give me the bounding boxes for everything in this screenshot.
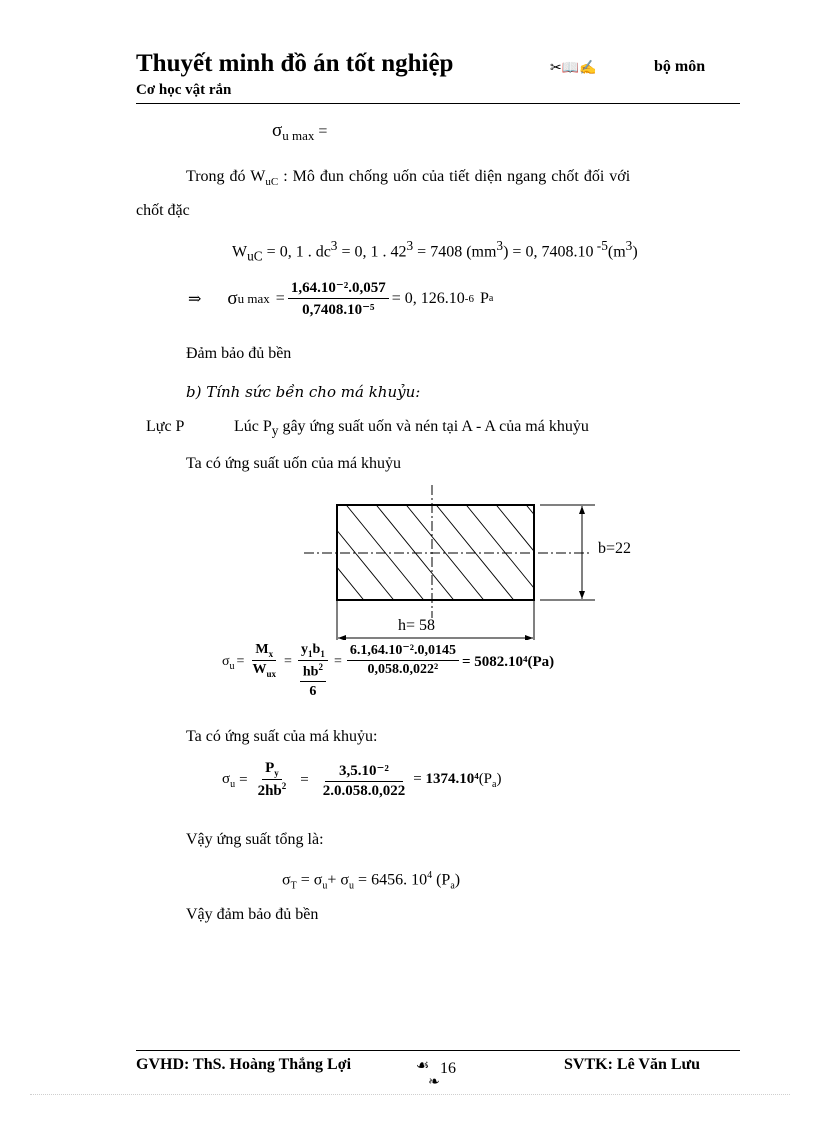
f3-frac-a-den bbox=[255, 780, 290, 800]
page-bottom-dotted-edge bbox=[30, 1094, 790, 1095]
f3-p-sub: y bbox=[274, 768, 279, 778]
para1-wuc-sub: uC bbox=[265, 176, 279, 189]
f3-result-d: ) bbox=[496, 770, 502, 787]
f3-frac-a bbox=[255, 760, 290, 800]
section-b-heading: b) Tính sức bền cho má khuỷu: bbox=[186, 383, 421, 401]
header-rule bbox=[136, 103, 740, 104]
f2-lhs-sub: u bbox=[229, 660, 235, 672]
f2-six: 6 bbox=[309, 684, 317, 700]
document-subtitle: Cơ học vật rắn bbox=[136, 82, 232, 98]
f2-result: = 5082.10⁴(Pa) bbox=[461, 654, 555, 670]
f2-hb: hb bbox=[302, 664, 319, 680]
f3-2hb: 2hb bbox=[257, 783, 282, 799]
f3-p: P bbox=[265, 760, 275, 776]
f2-lhs: σ bbox=[222, 654, 230, 669]
fraction-1-unit-sub: a bbox=[488, 293, 494, 304]
f2-calc-num: 6.1,64.10⁻².0,0145 bbox=[347, 642, 459, 661]
total-f: ) bbox=[454, 871, 461, 889]
f2-m-sub: x bbox=[268, 648, 274, 659]
sigma-sub: u max bbox=[282, 128, 315, 144]
f2-frac-y-den bbox=[297, 661, 329, 701]
footer-student: SVTK: Lê Văn Lưu bbox=[564, 1056, 701, 1073]
total-e-sub: a bbox=[450, 880, 455, 892]
sigma-sub-2: u max bbox=[237, 290, 270, 306]
sigma-symbol: σ bbox=[272, 120, 283, 141]
f2-eq-3: = bbox=[333, 654, 342, 669]
footer-ornament-left: ☙ bbox=[416, 1056, 430, 1074]
fraction-1-numerator: 1,64.10⁻².0,057 bbox=[288, 278, 389, 299]
f2-w: W bbox=[252, 661, 267, 677]
wuc-part-c: = 7408 (mm bbox=[413, 243, 497, 261]
f2-y-sub: 1 bbox=[308, 648, 313, 659]
footer-ornament-bottom: ❧ bbox=[428, 1074, 440, 1090]
force-description bbox=[234, 418, 589, 439]
stress-intro: Ta có ứng suất của má khuỷu: bbox=[186, 728, 378, 745]
wuc-sup-e: 3 bbox=[625, 238, 633, 253]
f2-w-sub: ux bbox=[266, 668, 276, 679]
total-b-sub: u bbox=[322, 880, 328, 892]
bending-stress-formula bbox=[222, 640, 554, 700]
total-d: = 6456. 10 bbox=[354, 871, 428, 889]
wuc-part-d: ) = 0, 7408.10 bbox=[503, 243, 594, 261]
f2-frac-m-num bbox=[252, 642, 276, 661]
wuc-sub: uC bbox=[247, 248, 263, 264]
wuc-part-f: ) bbox=[632, 243, 638, 261]
wuc-sup-a: 3 bbox=[330, 238, 338, 253]
ensure-strength-1: Đảm bảo đủ bền bbox=[186, 345, 292, 362]
f2-b-sub: 1 bbox=[320, 648, 325, 659]
equals: = bbox=[318, 123, 328, 140]
total-d-sup: 4 bbox=[427, 870, 433, 881]
f3-b-den: 2.0.058.0,022 bbox=[322, 782, 406, 799]
f3-result bbox=[413, 771, 501, 790]
sigma-symbol-2: σ bbox=[227, 287, 238, 309]
fraction-1-result: = 0, 126.10 bbox=[391, 289, 465, 307]
total-a: σ bbox=[282, 871, 291, 889]
wuc-part-e: (m bbox=[607, 243, 626, 261]
fraction-1-unit: P bbox=[479, 289, 489, 307]
total-intro: Vậy ứng suất tổng là: bbox=[186, 831, 324, 848]
force-desc-sub: y bbox=[271, 423, 279, 439]
bending-intro: Ta có ứng suất uốn của má khuỷu bbox=[186, 455, 402, 472]
dim-b-arrow-top bbox=[579, 506, 585, 514]
wuc-w: W bbox=[232, 243, 248, 261]
f3-eq-2: = bbox=[300, 771, 309, 788]
header-department: bộ môn bbox=[654, 58, 706, 75]
f3-2hb-sup: 2 bbox=[281, 781, 287, 791]
ensure-strength-2: Vậy đảm bảo đủ bền bbox=[186, 906, 319, 923]
total-c: + σ bbox=[327, 871, 350, 889]
implies-symbol: ⇒ bbox=[188, 290, 202, 308]
page-number: 16 bbox=[440, 1060, 456, 1077]
f2-b: b bbox=[312, 642, 321, 657]
f2-frac-y bbox=[297, 642, 329, 700]
f3-lhs: σ bbox=[222, 770, 231, 787]
compressive-stress-formula bbox=[222, 760, 501, 800]
f3-frac-b bbox=[320, 761, 409, 800]
f2-eq-2: = bbox=[283, 654, 292, 669]
f3-result-c: (P bbox=[478, 770, 493, 787]
dim-b-arrow-bottom bbox=[579, 591, 585, 599]
f2-lhs-wrap bbox=[222, 654, 235, 672]
f2-frac-calc bbox=[347, 642, 459, 678]
paragraph-1-line-2: chốt đặc bbox=[136, 202, 190, 219]
force-label: Lực P bbox=[146, 418, 185, 435]
f2-frac-y-num bbox=[298, 642, 328, 661]
wuc-sup-d: -5 bbox=[593, 238, 608, 253]
wuc-part-a: = 0, 1 . dc bbox=[262, 243, 331, 261]
paragraph-1-line-1 bbox=[186, 168, 630, 188]
dimension-h-label: h= 58 bbox=[398, 617, 436, 634]
f3-result-sub: a bbox=[492, 778, 497, 790]
f3-result-b: 1374.10⁴ bbox=[425, 770, 479, 787]
wuc-sup-c: 3 bbox=[496, 238, 504, 253]
equals-2: = bbox=[275, 289, 285, 307]
para1-text: Trong đó $W_{uC}$ : Mô đun chống uốn của tiết diện ngang chốt đối với bbox=[186, 168, 631, 189]
wuc-sup-b: 3 bbox=[406, 238, 414, 253]
document-title: Thuyết minh đồ án tốt nghiệp bbox=[136, 50, 454, 77]
force-desc-a: Lúc P bbox=[234, 418, 272, 435]
total-c-sub: u bbox=[349, 880, 355, 892]
dimension-b-label: b=22 bbox=[598, 540, 632, 557]
wuc-formula bbox=[232, 238, 638, 265]
total-e: (P bbox=[432, 871, 451, 889]
fraction-1-denominator: 0,7408.10⁻⁵ bbox=[302, 302, 375, 318]
f2-hb-sup: 2 bbox=[318, 661, 323, 672]
header-ornament: ✂📖✍ bbox=[550, 61, 597, 76]
f2-frac-y-den-top bbox=[300, 662, 326, 683]
f3-result-a: = bbox=[413, 770, 426, 787]
footer-advisor: GVHD: ThS. Hoàng Thắng Lợi bbox=[136, 1056, 352, 1073]
f3-eq-1: = bbox=[239, 771, 248, 788]
total-b: = σ bbox=[296, 871, 323, 889]
footer-rule bbox=[136, 1050, 740, 1051]
wuc-part-b: = 0, 1 . 42 bbox=[337, 243, 407, 261]
f2-frac-m bbox=[249, 642, 279, 679]
f2-eq-1: = bbox=[236, 654, 245, 669]
f3-lhs-wrap bbox=[222, 771, 235, 790]
f2-calc-den: 0,058.0,022² bbox=[367, 662, 439, 677]
f3-frac-a-num bbox=[262, 760, 282, 780]
fraction-1-exp: -6 bbox=[464, 292, 474, 305]
force-desc-b: gây ứng suất uốn và nén tại A - A của má khuỷu bbox=[278, 418, 589, 435]
f2-m: M bbox=[255, 642, 269, 657]
cross-section-diagram bbox=[290, 480, 670, 640]
f2-y: y bbox=[301, 642, 309, 657]
fraction-1 bbox=[288, 278, 389, 319]
sigma-max-result bbox=[188, 278, 493, 319]
total-stress-formula bbox=[282, 870, 460, 892]
f3-lhs-sub: u bbox=[230, 778, 236, 790]
f2-frac-m-den bbox=[249, 661, 279, 679]
f3-b-num: 3,5.10⁻² bbox=[325, 761, 403, 782]
total-a-sub: T bbox=[290, 880, 297, 892]
sigma-max-line bbox=[272, 120, 327, 144]
